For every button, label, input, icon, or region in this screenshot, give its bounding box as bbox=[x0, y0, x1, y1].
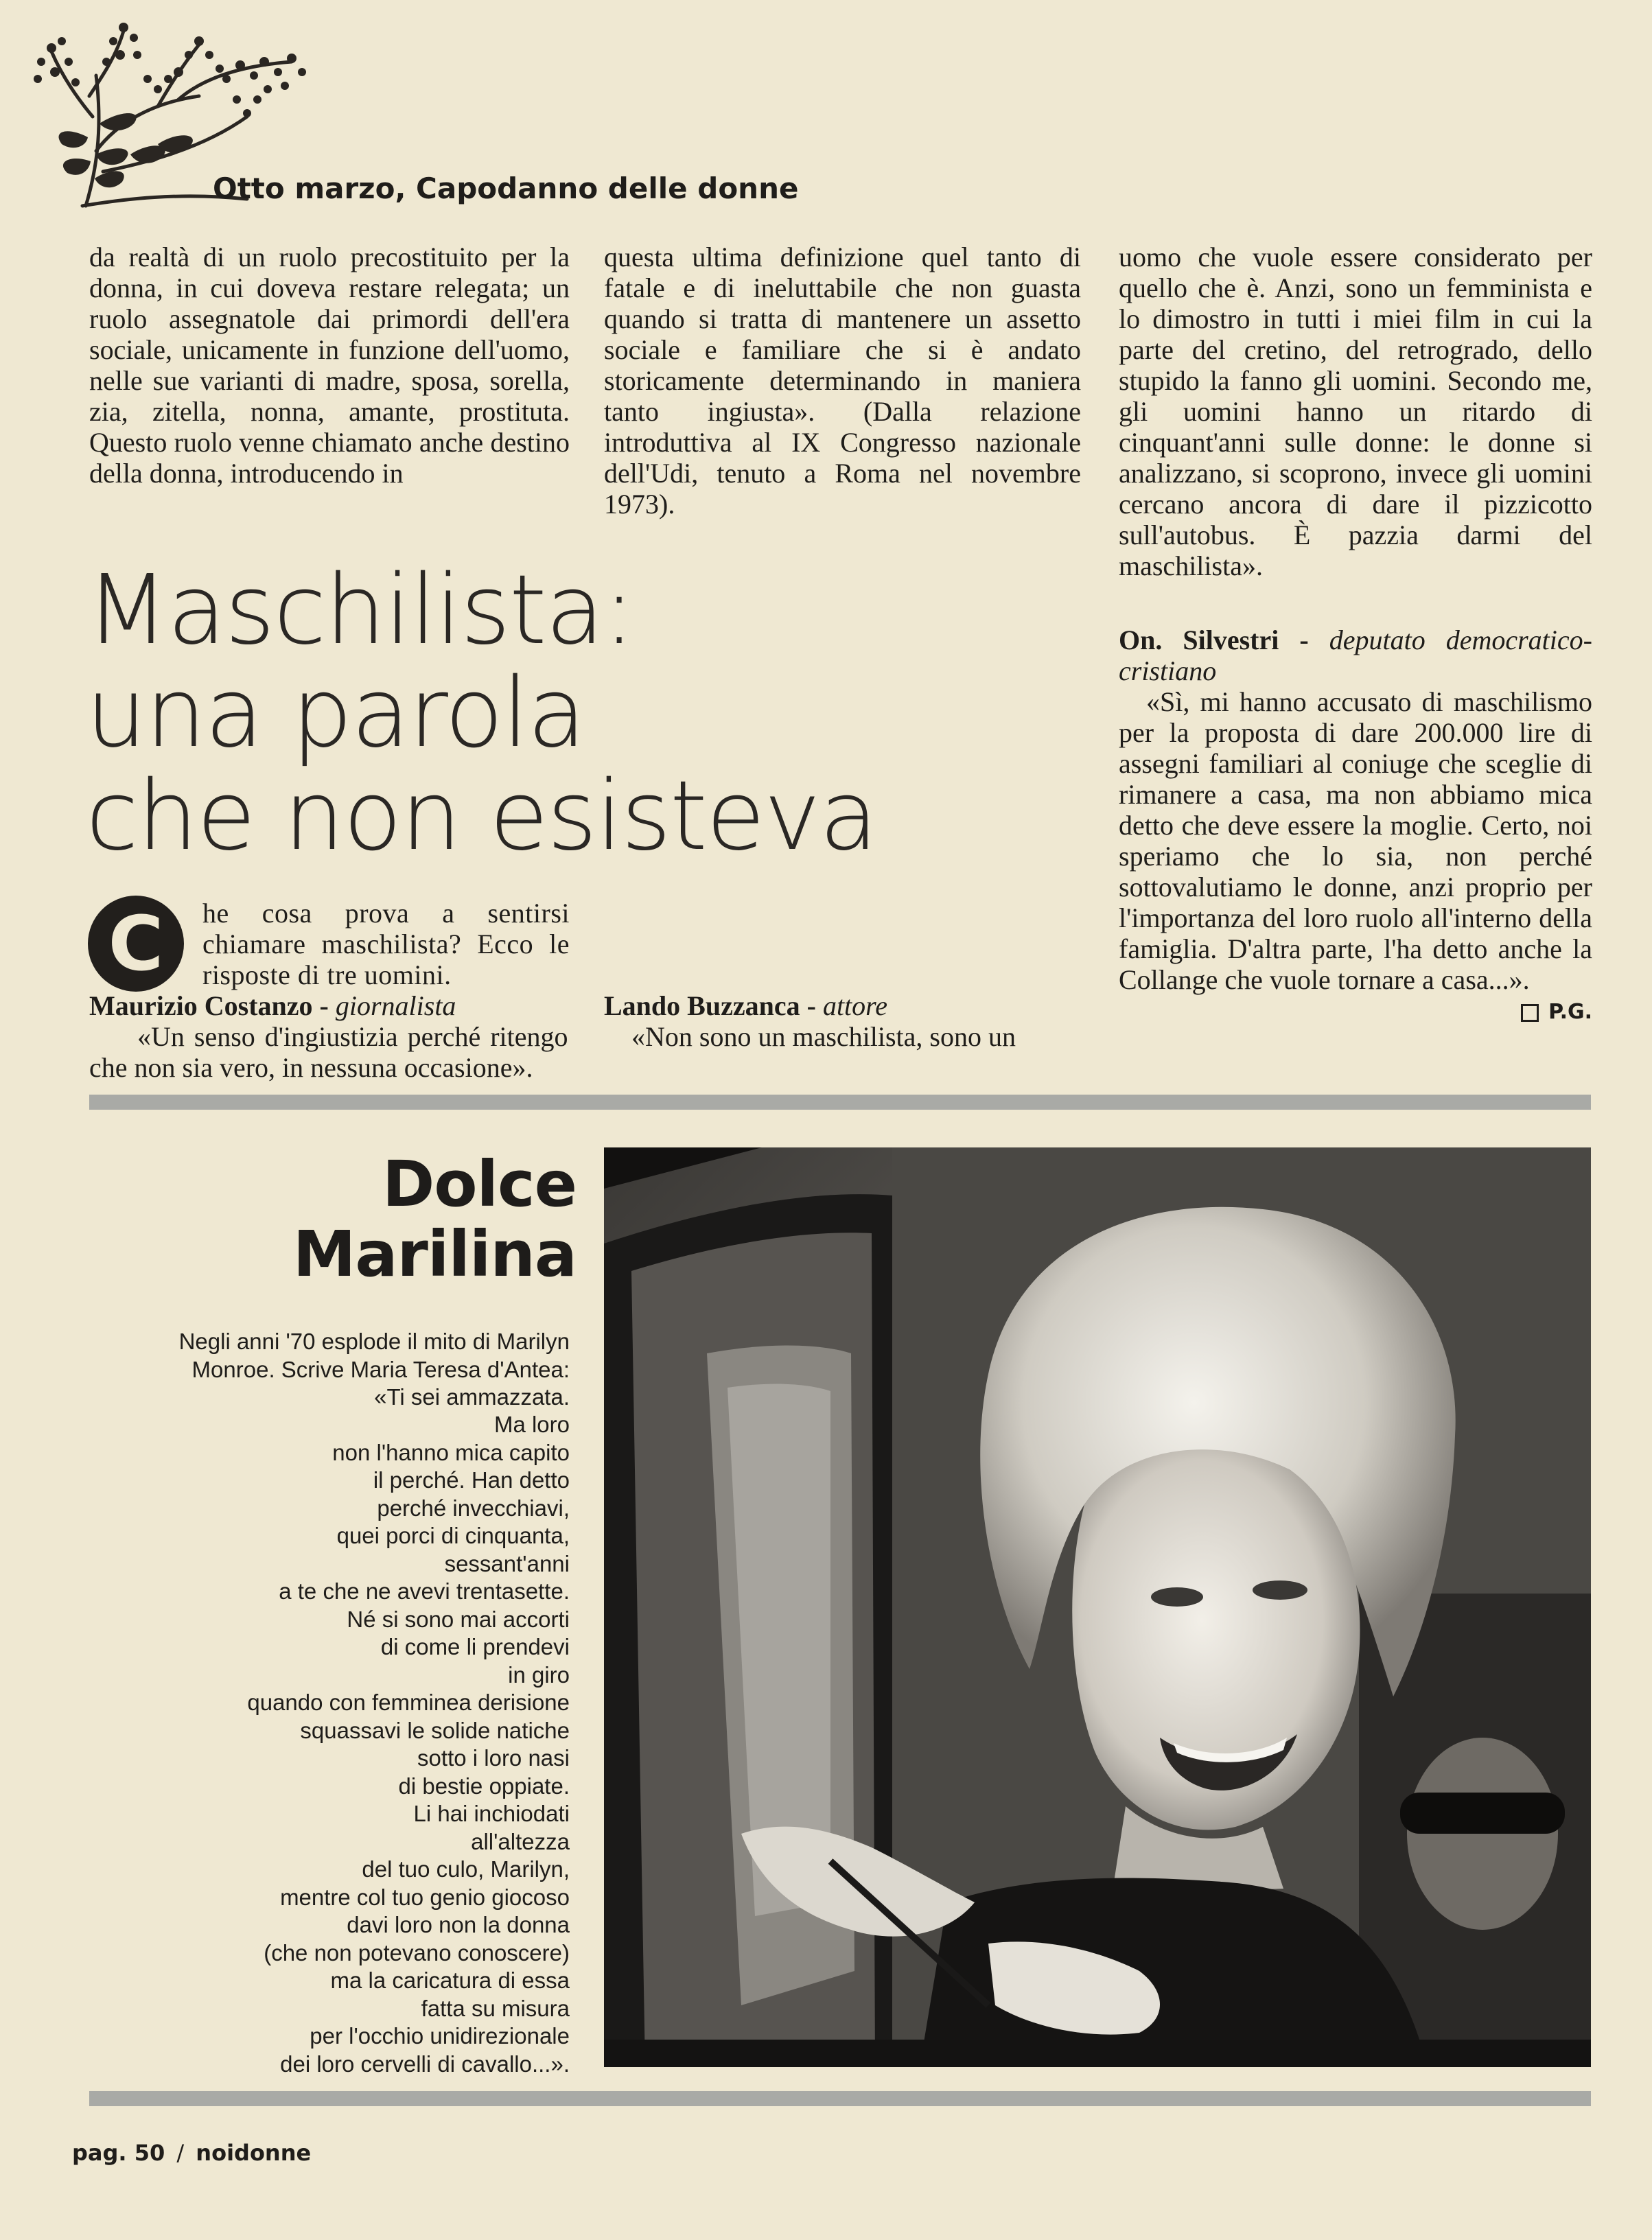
speaker-3-role: deputato democratico-cristiano bbox=[1119, 625, 1592, 686]
dolce-line-2: Marilina bbox=[292, 1217, 577, 1291]
poem-line: quei porci di cinquanta, bbox=[336, 1523, 570, 1548]
page-number: pag. 50 bbox=[72, 2140, 165, 2166]
speaker-3-name: On. Silvestri bbox=[1119, 625, 1279, 655]
speaker-2-sep: - bbox=[800, 990, 823, 1021]
poem-line: perché invecchiavi, bbox=[377, 1495, 570, 1521]
column-3-top: uomo che vuole essere considerato per quello che è. Anzi, sono un femminista e lo dimostro in tutti i miei film in cui la parte del cretino, del retrogrado, dello stupido la fanno gli uomini. Secondo me, gli uomini hanno un ritardo di cinquant'anni sulle donne: le donne si analizzano, si scoprono, invece gli uomini cercano ancora di dare il pizzicotto sull'autobus. È pazzia darmi del maschilista». bbox=[1119, 242, 1592, 581]
poem-line: squassavi le solide natiche bbox=[300, 1717, 570, 1743]
column-3-bottom bbox=[1119, 625, 1592, 1027]
divider-rule-top bbox=[89, 1095, 1591, 1110]
speaker-2 bbox=[604, 990, 1081, 1021]
poem-line: in giro bbox=[508, 1661, 570, 1688]
headline-line-2: una parola bbox=[86, 657, 585, 769]
headline-line-3: che non esisteva bbox=[86, 760, 877, 872]
dolce-line-1: Dolce bbox=[382, 1147, 577, 1221]
section-title: Otto marzo, Capodanno delle donne bbox=[213, 172, 799, 205]
signature-text: P.G. bbox=[1548, 1000, 1592, 1024]
poem-line: quando con femminea derisione bbox=[247, 1690, 570, 1715]
quote-3: «Sì, mi hanno accusato di maschilismo per la proposta di dare 200.000 lire di assegni familiari al coniuge che sceglie di rimanere a casa, ma non abbiamo mica detto che deve essere la moglie. Certo, noi speriamo che lo sia, non perché sottovalutiamo le donne, anzi proprio per l'importanza del loro ruolo all'interno della famiglia. D'altra parte, l'ha detto anche la Collange che vuole tornare a casa...». bbox=[1119, 686, 1592, 995]
poem-line: a te che ne avevi trentasette. bbox=[279, 1578, 570, 1604]
dolce-marilina-title bbox=[137, 1147, 577, 1291]
dropcap-letter: C bbox=[108, 900, 164, 988]
poem-line: davi loro non la donna bbox=[347, 1912, 570, 1937]
magazine-brand: noidonne bbox=[196, 2140, 312, 2166]
headline-line-1: Maschilista: bbox=[86, 555, 634, 666]
speaker-3-sep: - bbox=[1279, 625, 1329, 655]
divider-rule-bottom bbox=[89, 2091, 1591, 2106]
poem-line: sessant'anni bbox=[444, 1550, 570, 1576]
checkbox-square-icon bbox=[1521, 1004, 1539, 1022]
marilyn-photo bbox=[604, 1147, 1591, 2067]
poem-line: non l'hanno mica capito bbox=[332, 1439, 570, 1465]
speaker-2-role: attore bbox=[822, 990, 887, 1021]
footer-slash: / bbox=[176, 2140, 185, 2166]
speaker-1-sep: - bbox=[312, 990, 336, 1021]
poem-intro: Negli anni '70 esplode il mito di Marilyn Monroe. Scrive Maria Teresa d'Antea: «Ti sei ammazzata. bbox=[178, 1329, 570, 1410]
poem-line: ma la caricatura di essa bbox=[330, 1968, 570, 1993]
signature bbox=[1119, 996, 1592, 1027]
poem-line: all'altezza bbox=[471, 1828, 570, 1854]
speaker-1-name: Maurizio Costanzo bbox=[89, 990, 313, 1021]
page-footer bbox=[72, 2140, 311, 2166]
poem-line: sotto i loro nasi bbox=[417, 1745, 570, 1771]
speaker-1-role: giornalista bbox=[335, 990, 456, 1021]
speaker-2-name: Lando Buzzanca bbox=[604, 990, 800, 1021]
poem-line: di bestie oppiate. bbox=[398, 1773, 570, 1799]
poem-line: per l'occhio unidirezionale bbox=[310, 2023, 570, 2049]
poem-line: del tuo culo, Marilyn, bbox=[362, 1856, 570, 1882]
poem-line: Ma loro bbox=[493, 1412, 570, 1437]
intro-text: he cosa prova a sentirsi chiamare maschilista? Ecco le risposte di tre uomini. bbox=[202, 898, 570, 990]
speaker-3 bbox=[1119, 625, 1592, 686]
quote-2: «Non sono un maschilista, sono un bbox=[631, 1021, 1016, 1052]
poem-line: Né si sono mai accorti bbox=[347, 1606, 570, 1632]
poem-line: dei loro cervelli di cavallo...». bbox=[280, 2051, 570, 2077]
column-2-bottom bbox=[604, 990, 1081, 1052]
column-1-bottom bbox=[89, 898, 570, 1021]
column-1-top: da realtà di un ruolo precostituito per la donna, in cui doveva restare relegata; un ruolo assegnatole dai primordi dell'era sociale, unicamente in funzione dell'uomo, nelle sue varianti di madre, sposa, sorella, zia, zitella, nonna, amante, prostituta. Questo ruolo venne chiamato anche destino della donna, introducendo in bbox=[89, 242, 570, 489]
poem bbox=[103, 1411, 570, 2078]
poem-line: (che non potevano conoscere) bbox=[264, 1939, 570, 1965]
column-2-top: questa ultima definizione quel tanto di fatale e di ineluttabile che non guasta quando si tratta di mantenere un assetto sociale e familiare che si è andato storicamente determinando in maniera tanto ingiusta». (Dalla relazione introduttiva al IX Congresso nazionale dell'Udi, tenuto a Roma nel novembre 1973). bbox=[604, 242, 1081, 520]
poem-line: mentre col tuo genio giocoso bbox=[280, 1884, 570, 1910]
quote-1: «Un senso d'ingiustizia perché ritengo che non sia vero, in nessuna occasione». bbox=[89, 1021, 568, 1083]
poem-line: il perché. Han detto bbox=[373, 1467, 570, 1493]
speaker-1 bbox=[89, 990, 570, 1021]
poem-line: Li hai inchiodati bbox=[413, 1801, 570, 1826]
poem-line: di come li prendevi bbox=[380, 1634, 570, 1659]
article-headline bbox=[86, 555, 1081, 872]
poem-line: fatta su misura bbox=[421, 1995, 570, 2021]
